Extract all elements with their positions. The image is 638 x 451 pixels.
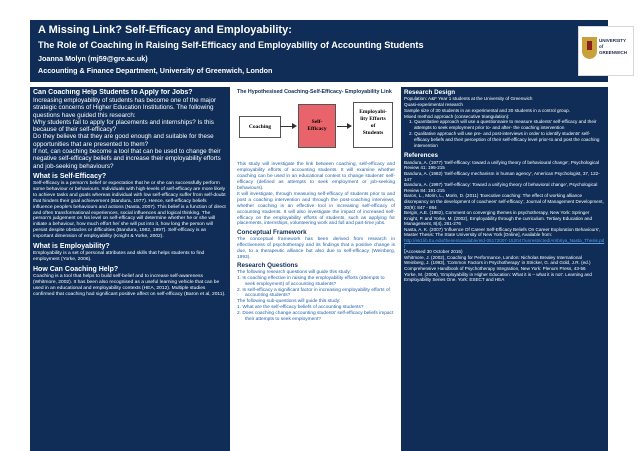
hypothesis-diagram: [237, 98, 395, 158]
diagram-coaching-box: Coaching: [239, 116, 281, 138]
section-heading-coaching-help: How Can Coaching Help?: [33, 265, 119, 273]
reference-link[interactable]: http://etd.lib.ttu.edu/theses/available/etd-05172007-152047/unrestricted/Ambriya_Nasta_Thesis.pdf: [404, 238, 605, 249]
coaching-help-text: Coaching is a tool that helps to build self-belief and to increase self-awareness (Whitmore, 2002). It has been also recognised as a useful learning vehicle that can be used in an educational and employability contexts (HEA, 2012). Multiple studies confirmed that coaching had significant positive affect on self-efficacy (Baron et al, 2011).: [33, 273, 226, 297]
sub-questions-intro: The following sub-questions will guide this study:: [237, 299, 341, 305]
reference-item: Bandura, A. (1977) 'Self-efficacy: toward a unifying theory of behavioural change', Psychological Review 41: 195-215: [404, 159, 599, 171]
university-logo: [578, 26, 634, 76]
logo-text: UNIVERSITY of GREENWICH: [599, 38, 627, 55]
reference-item: Whitmore, J. (2002), Coaching for Performance, London: Nicholas Brealey International: [404, 254, 582, 260]
poster-title: A Missing Link? Self-Efficacy and Employability:: [38, 24, 292, 36]
apply-jobs-question-2: Do they believe that they are good enough and suitable for these opportunities that are presented to them?: [33, 133, 214, 148]
reference-item: Bandura, A. (1982) 'Self-efficacy mechanism in human agency', American Psychologist, 37, 122-147: [404, 170, 600, 182]
poster-affiliation: Accounting & Finance Department, University of Greenwich, London: [38, 66, 273, 75]
employability-text: Employability is a set of personal attributes and skills that helps students to find employment (Yorke, 2006).: [33, 251, 205, 262]
reference-item: Knight, P. and Yorke, M. (2002), Employability through the curriculum. Tertiary Education and Management, 8(4), 261-276: [404, 215, 593, 227]
diagram-self-efficacy-box: Self- Efficacy: [298, 104, 336, 148]
left-column: [30, 87, 230, 451]
arrow-right-icon: [347, 123, 352, 129]
poster-header: [30, 20, 627, 82]
section-heading-research-design: Research Design: [404, 89, 456, 96]
reference-item: Bandura, A. (1997) 'Self-efficacy: Toward a unifying theory of behavioral change', Psychological Review 84: 191-215: [404, 182, 598, 193]
self-efficacy-text: Self-efficacy is a person's belief or expectation that he or she can successfully perform some behaviour or behaviours. Individuals with high-levels of self-efficacy are more likely to achieve tasks and goals whereas individual with low self-efficacy suffer from self-doubt that hinders their goal achievement (Bandura, 1977). Hence, self-efficacy beliefs influence people's behaviours and actions (Nasta, 2007). This belief is a function of direct and often transformational experiences, social influences and logical thinking. The person's judgement on his level on self-efficacy will determine whether he or she will initiate a behaviour, how much effort he/ she will put into it, how long the person will persist despite obstacles or difficulties (Bandura, 1982, 1997). Self-efficacy is an important dimension of employability (Knight & Yorke, 2002).: [33, 180, 226, 240]
research-approach-2: 2. Qualitative approach will use pre- and post-interviews in order to identify students' self-efficacy beliefs and their perception of their self-efficacy level prior-to and post the coaching intervention: [409, 131, 600, 148]
reference-item: Nasta, A. K. (2007) 'Influence Of Career Self-Efficacy Beliefs On Career Exploration Behaviours', Master Thesis: The State University of New York [Online], Available from:: [404, 226, 601, 238]
apply-jobs-question-1: Why students fail to apply for placements and internships? Is this because of their self-efficacy?: [33, 118, 214, 134]
section-heading-conceptual-framework: Conceptual Framework: [237, 229, 307, 237]
reference-item: Yorke, M. (2006), 'Employability in Higher Education: What it is – what it is not'. Learning and Employability Series One. York: ESECT and HEA: [404, 271, 592, 283]
arrow-right-icon: [292, 123, 297, 129]
research-mixed-method: Mixed method approach (consecutive triangulation):: [404, 113, 510, 119]
research-question-2: 2. Is self-efficacy a significant factor in increasing employability efforts of accounting students?: [237, 287, 390, 299]
sub-question-1: 1. What are the self-efficacy beliefs of accounting students?: [237, 305, 364, 311]
section-heading-research-questions: Research Questions: [237, 262, 298, 270]
study-description-2: It will investigate, through measuring self-efficacy of students prior to and post a coaching intervention and through the post-coaching interviews, whether coaching is an effective tool in increasing self-efficacy of accounting students. It will also investigate the impact of increased self-efficacy on the employability efforts of students, such as applying for placements, internships, volunteering work and full and part-time jobs.: [237, 191, 395, 227]
research-questions-intro: The following research questions will guide this study:: [237, 269, 352, 275]
section-heading-apply-jobs: Can Coaching Help Students to Apply for Jobs?: [33, 89, 193, 96]
apply-jobs-intro: Increasing employability of students has become one of the major strategic concerns of Higher Education Institutions. The following questions have guided this research:: [33, 97, 217, 119]
reference-item: Bergin, A.E. (1982), Comment on converging themes in psychotherapy, New York: Springer: [404, 210, 590, 216]
section-heading-employability: What is Employability?: [33, 243, 110, 251]
reference-item: Baron, L., Morin, L., Morin, D. (2011) 'Executive coaching: The effect of working alliance discrepancy on the development of coachees' self-efficacy', Journal of Management Development, 30(9): 847 - 864: [404, 193, 604, 210]
hypothesis-heading: The Hypothesised Coaching-Self-Efficacy- Employability Link: [237, 89, 392, 95]
crest-icon: [582, 37, 597, 59]
conceptual-framework-text: The conceptual framework has been derived from research in effectiveness of psychotherapy and its findings that a positive change is due, to a therapeutic alliance but also due to self-efficacy (Weinberg, 1993).: [237, 236, 395, 260]
sub-question-2: 2. Does coaching change accounting students' self-efficacy beliefs impact their attempts to seek employment?: [237, 311, 394, 323]
poster-subtitle: The Role of Coaching in Raising Self-Efficacy and Employability of Accounting Students: [38, 40, 424, 50]
research-question-1: 1. Is coaching effective in raising the employability efforts (attempts to seek employment) of accounting students?: [237, 275, 385, 287]
reference-link-note: (Accessed 30 October 2015): [404, 249, 463, 255]
right-column: [401, 87, 608, 451]
poster-author: Joanna Molyn (mj59@gre.ac.uk): [38, 54, 148, 63]
diagram-employability-box: Employabi- lity Efforts of Students: [353, 102, 393, 148]
research-approach-1: 1. Quantitative approach will use a questionnaire to measure students' self-efficacy and their attempts to seek employment prior to- and after- the coaching intervention: [409, 119, 597, 131]
reference-list: [404, 160, 605, 283]
apply-jobs-question-3: If not, can coaching become a tool that can be used to change their negative self-efficacy beliefs and increase their employability efforts and job-seeking behaviours?: [33, 148, 221, 170]
section-heading-self-efficacy: What is Self-Efficacy?: [33, 172, 107, 180]
middle-column: [234, 87, 398, 451]
study-description-1: This study will investigate the link between coaching, self-efficacy and employability efforts of accounting students. It will examine whether coaching can be used in an educational context to change students' self-efficacy (defined as attempts to seek employment or job-seeking behaviours).: [237, 162, 395, 192]
research-sample: Sample size of 30 students in an experimental and 30 students in a control group.: [404, 107, 570, 113]
research-method-type: Quasi-experimental research: [404, 102, 463, 108]
section-heading-references: References: [404, 152, 438, 160]
research-population: Population: A&F Year 1 students at the University of Greenwich: [404, 96, 533, 102]
reference-item: Weinberg, J. (1993), 'Common Factors in Psychotherapy' in Stricker, G. and Gold, J.R. (ed.) Comprehensive Handbook of Psychotherapy Integration, New York: Plenum Press, 43-56: [404, 260, 591, 272]
